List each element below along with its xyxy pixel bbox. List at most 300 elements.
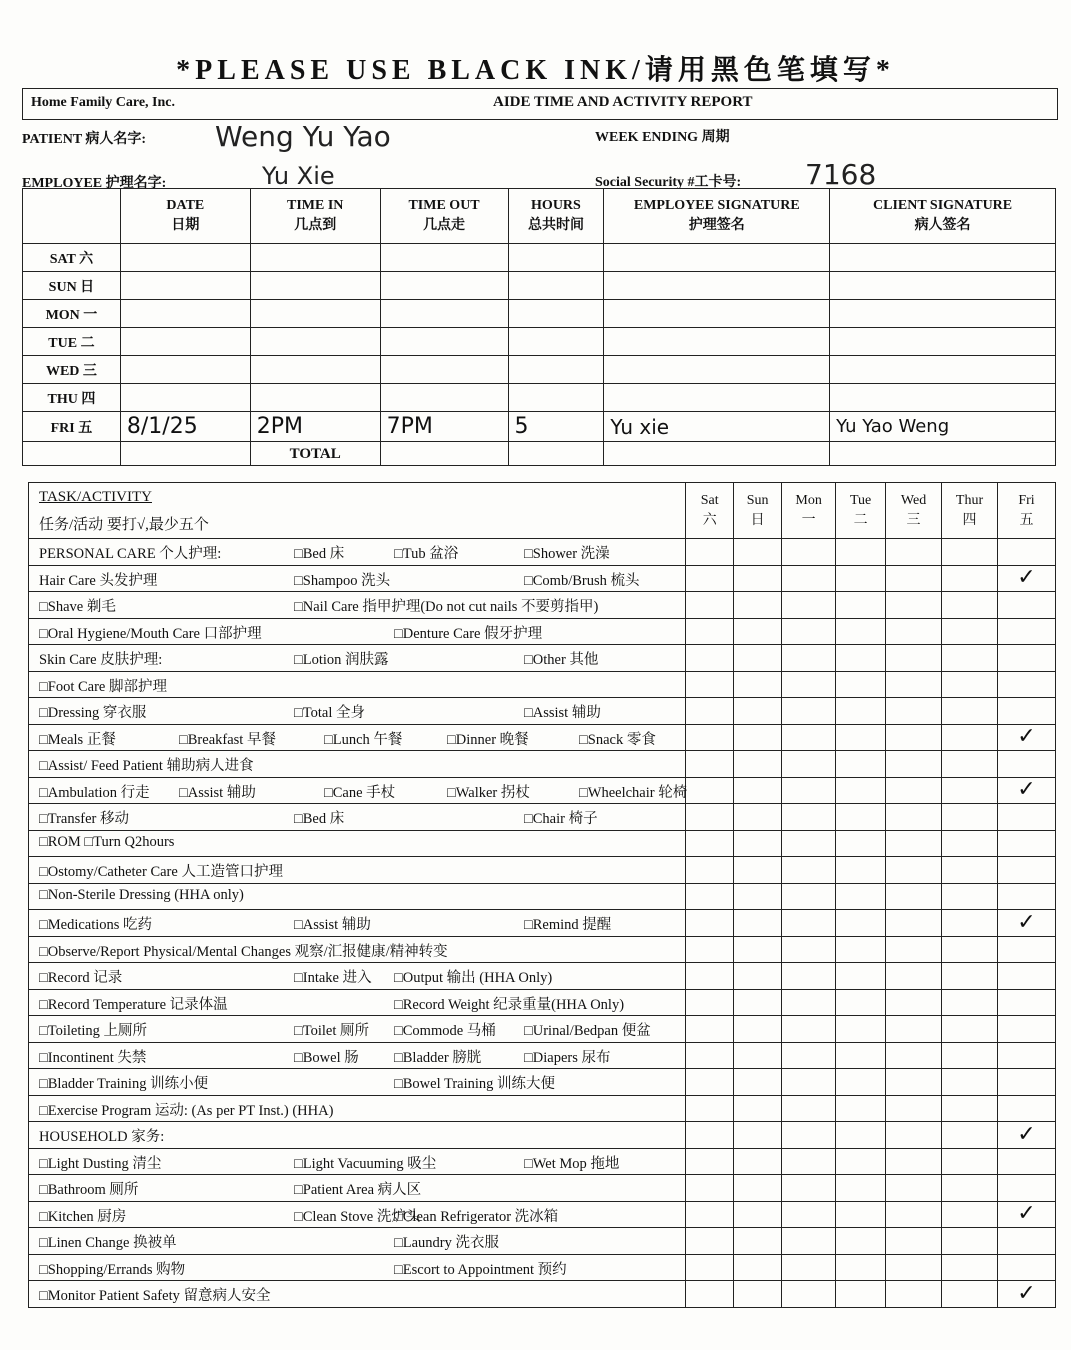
check-cell-wed[interactable] [886,1148,942,1175]
activity-label[interactable]: □Dressing 穿衣服 [39,705,147,721]
check-cell-sun[interactable] [734,698,782,725]
check-cell-sat[interactable] [686,751,734,778]
check-cell-sat[interactable] [686,910,734,937]
check-cell-thu[interactable] [942,1201,998,1228]
check-cell-wed[interactable] [886,830,942,857]
hours-cell[interactable] [508,244,604,272]
check-cell-tue[interactable] [836,1016,886,1043]
check-cell-fri[interactable] [997,830,1055,857]
check-cell-fri[interactable]: ✓ [997,1201,1055,1228]
activity-option[interactable]: □Output 输出 (HHA Only) [394,970,553,986]
activity-option[interactable]: □Escort to Appointment 预约 [394,1261,567,1278]
check-cell-wed[interactable] [886,1228,942,1255]
check-cell-mon[interactable] [782,1148,836,1175]
check-cell-tue[interactable] [836,1254,886,1281]
check-cell-fri[interactable] [997,963,1055,990]
activity-option[interactable]: □Wet Mop 拖地 [524,1155,620,1172]
employee-signature-cell[interactable] [604,300,830,328]
check-cell-sun[interactable] [734,1201,782,1228]
check-cell-thu[interactable] [942,777,998,804]
date-cell[interactable] [120,356,250,384]
check-cell-tue[interactable] [836,1095,886,1122]
check-cell-sun[interactable] [734,963,782,990]
check-cell-sun[interactable] [734,936,782,963]
time-out-cell[interactable]: 7PM [380,412,508,442]
check-cell-mon[interactable] [782,883,836,910]
check-cell-sun[interactable] [734,1175,782,1202]
client-signature-cell[interactable]: Yu Yao Weng [830,412,1056,442]
check-cell-wed[interactable] [886,645,942,672]
check-cell-sun[interactable] [734,1122,782,1149]
check-cell-tue[interactable] [836,698,886,725]
check-cell-fri[interactable] [997,1175,1055,1202]
activity-label[interactable]: □Light Dusting 清尘 [39,1155,162,1172]
activity-option[interactable]: □Lunch 午餐 [324,731,403,748]
check-cell-wed[interactable] [886,857,942,884]
check-cell-thu[interactable] [942,910,998,937]
activity-label[interactable]: □Non-Sterile Dressing (HHA only) [39,886,244,903]
activity-option[interactable]: □Bed 床 [294,811,345,827]
activity-label[interactable]: □Bathroom 厕所 [39,1182,139,1198]
check-cell-sat[interactable] [686,857,734,884]
check-cell-tue[interactable] [836,751,886,778]
check-cell-wed[interactable] [886,671,942,698]
check-cell-sat[interactable] [686,618,734,645]
check-cell-sun[interactable] [734,1281,782,1308]
check-cell-thu[interactable] [942,804,998,831]
hours-cell[interactable] [508,272,604,300]
check-cell-wed[interactable] [886,883,942,910]
check-cell-wed[interactable] [886,1201,942,1228]
check-cell-fri[interactable]: ✓ [997,910,1055,937]
check-cell-fri[interactable] [997,804,1055,831]
hours-cell[interactable] [508,356,604,384]
check-cell-mon[interactable] [782,1175,836,1202]
check-cell-sat[interactable] [686,698,734,725]
activity-option[interactable]: □Commode 马桶 [394,1023,496,1039]
check-cell-fri[interactable] [997,618,1055,645]
activity-label[interactable]: □Ostomy/Catheter Care 人工造管口护理 [39,864,283,880]
check-cell-fri[interactable]: ✓ [997,724,1055,751]
check-cell-thu[interactable] [942,539,998,566]
check-cell-sat[interactable] [686,989,734,1016]
activity-option[interactable]: □Tub 盆浴 [394,546,459,562]
activity-option[interactable]: □Chair 椅子 [524,811,598,827]
check-cell-wed[interactable] [886,698,942,725]
activity-option[interactable]: □Walker 拐杖 [447,784,530,801]
check-cell-wed[interactable] [886,592,942,619]
check-cell-tue[interactable] [836,857,886,884]
check-cell-sat[interactable] [686,1016,734,1043]
check-cell-tue[interactable] [836,645,886,672]
activity-option[interactable]: □Bed 床 [294,546,345,562]
employee-signature-cell[interactable] [604,328,830,356]
check-cell-sat[interactable] [686,1254,734,1281]
check-cell-sat[interactable] [686,1122,734,1149]
activity-option[interactable]: □Assist 辅助 [294,917,371,933]
time-in-cell[interactable] [250,328,380,356]
check-cell-sat[interactable] [686,1042,734,1069]
activity-label[interactable]: □Shave 剃毛 [39,599,116,615]
activity-label[interactable]: □Foot Care 脚部护理 [39,678,167,695]
activity-label[interactable]: □Record Temperature 记录体温 [39,996,228,1013]
check-cell-mon[interactable] [782,1122,836,1149]
check-cell-thu[interactable] [942,857,998,884]
activity-option[interactable]: □Bladder 膀胱 [394,1049,482,1066]
employee-signature-cell[interactable] [604,384,830,412]
ssn-value[interactable]: 7168 [805,158,877,191]
client-signature-cell[interactable] [830,300,1056,328]
check-cell-mon[interactable] [782,592,836,619]
check-cell-thu[interactable] [942,1175,998,1202]
client-signature-cell[interactable] [830,272,1056,300]
check-cell-thu[interactable] [942,1122,998,1149]
check-cell-tue[interactable] [836,1201,886,1228]
check-cell-tue[interactable] [836,618,886,645]
check-cell-wed[interactable] [886,910,942,937]
activity-label[interactable]: □ROM □Turn Q2hours [39,833,175,850]
date-cell[interactable] [120,300,250,328]
check-cell-sat[interactable] [686,1148,734,1175]
check-cell-fri[interactable]: ✓ [997,565,1055,592]
activity-option[interactable]: □Toilet 厕所 [294,1023,369,1039]
check-cell-fri[interactable] [997,698,1055,725]
employee-signature-cell[interactable] [604,272,830,300]
check-cell-sun[interactable] [734,989,782,1016]
hours-cell[interactable]: 5 [508,412,604,442]
check-cell-fri[interactable] [997,1095,1055,1122]
check-cell-sat[interactable] [686,1095,734,1122]
check-cell-mon[interactable] [782,1042,836,1069]
check-cell-fri[interactable]: ✓ [997,1122,1055,1149]
check-cell-mon[interactable] [782,777,836,804]
check-cell-fri[interactable] [997,751,1055,778]
check-cell-mon[interactable] [782,857,836,884]
check-cell-thu[interactable] [942,751,998,778]
activity-label[interactable]: □Meals 正餐 [39,731,116,748]
check-cell-thu[interactable] [942,936,998,963]
check-cell-thu[interactable] [942,724,998,751]
check-cell-thu[interactable] [942,963,998,990]
activity-option[interactable]: □Patient Area 病人区 [294,1182,422,1198]
check-cell-sun[interactable] [734,1095,782,1122]
check-cell-sun[interactable] [734,592,782,619]
patient-name[interactable]: Weng Yu Yao [215,120,391,153]
check-cell-sun[interactable] [734,751,782,778]
check-cell-mon[interactable] [782,910,836,937]
check-cell-fri[interactable] [997,671,1055,698]
check-cell-sat[interactable] [686,804,734,831]
check-cell-tue[interactable] [836,989,886,1016]
check-cell-fri[interactable] [997,936,1055,963]
activity-option[interactable]: □Assist 辅助 [524,705,601,721]
check-cell-sat[interactable] [686,1175,734,1202]
time-out-cell[interactable] [380,272,508,300]
check-cell-sun[interactable] [734,539,782,566]
check-cell-thu[interactable] [942,565,998,592]
check-cell-thu[interactable] [942,1095,998,1122]
check-cell-mon[interactable] [782,724,836,751]
activity-label[interactable]: □Oral Hygiene/Mouth Care 口部护理 [39,625,262,642]
check-cell-wed[interactable] [886,1254,942,1281]
activity-label[interactable]: □Shopping/Errands 购物 [39,1261,186,1278]
check-cell-wed[interactable] [886,1069,942,1096]
check-cell-sun[interactable] [734,910,782,937]
check-cell-thu[interactable] [942,592,998,619]
hours-cell[interactable] [508,328,604,356]
check-cell-tue[interactable] [836,1148,886,1175]
activity-option[interactable]: □Cane 手杖 [324,784,396,801]
activity-option[interactable]: □Bowel Training 训练大便 [394,1076,556,1092]
activity-option[interactable]: □Light Vacuuming 吸尘 [294,1155,437,1172]
activity-option[interactable]: □Dinner 晚餐 [447,731,529,748]
check-cell-mon[interactable] [782,804,836,831]
check-cell-tue[interactable] [836,910,886,937]
activity-option[interactable]: □Lotion 润肤露 [294,652,389,668]
check-cell-sat[interactable] [686,883,734,910]
check-cell-tue[interactable] [836,539,886,566]
check-cell-sat[interactable] [686,724,734,751]
time-in-cell[interactable]: 2PM [250,412,380,442]
check-cell-sat[interactable] [686,1281,734,1308]
activity-label[interactable]: □Bladder Training 训练小便 [39,1076,209,1092]
time-in-cell[interactable] [250,272,380,300]
time-out-cell[interactable] [380,244,508,272]
activity-option[interactable]: □Comb/Brush 梳头 [524,572,640,589]
check-cell-wed[interactable] [886,724,942,751]
check-cell-tue[interactable] [836,883,886,910]
check-cell-sun[interactable] [734,1148,782,1175]
check-cell-mon[interactable] [782,698,836,725]
check-cell-sun[interactable] [734,1069,782,1096]
activity-option[interactable]: □Intake 进入 [294,970,372,986]
check-cell-thu[interactable] [942,618,998,645]
check-cell-mon[interactable] [782,936,836,963]
check-cell-fri[interactable] [997,1042,1055,1069]
check-cell-thu[interactable] [942,698,998,725]
activity-label[interactable]: □Assist/ Feed Patient 辅助病人进食 [39,758,254,774]
check-cell-fri[interactable] [997,989,1055,1016]
check-cell-thu[interactable] [942,645,998,672]
check-cell-thu[interactable] [942,1016,998,1043]
activity-option[interactable]: □Remind 提醒 [524,917,612,933]
check-cell-tue[interactable] [836,724,886,751]
check-cell-fri[interactable] [997,1148,1055,1175]
check-cell-tue[interactable] [836,1175,886,1202]
activity-option[interactable]: □Clean Stove 洗炉头 [294,1208,421,1225]
check-cell-mon[interactable] [782,1016,836,1043]
check-cell-sat[interactable] [686,1069,734,1096]
check-cell-wed[interactable] [886,804,942,831]
check-cell-wed[interactable] [886,1281,942,1308]
check-cell-sun[interactable] [734,1228,782,1255]
employee-signature-cell[interactable]: Yu xie [604,412,830,442]
check-cell-sat[interactable] [686,963,734,990]
activity-option[interactable]: □Shower 洗澡 [524,546,610,562]
activity-option[interactable]: □Denture Care 假牙护理 [394,625,543,642]
date-cell[interactable] [120,244,250,272]
check-cell-fri[interactable] [997,1254,1055,1281]
check-cell-tue[interactable] [836,592,886,619]
check-cell-sat[interactable] [686,592,734,619]
check-cell-thu[interactable] [942,883,998,910]
client-signature-cell[interactable] [830,356,1056,384]
check-cell-sat[interactable] [686,830,734,857]
check-cell-sun[interactable] [734,830,782,857]
check-cell-sat[interactable] [686,936,734,963]
activity-option[interactable]: □Bowel 肠 [294,1049,359,1066]
activity-option[interactable]: □Breakfast 早餐 [179,731,276,748]
check-cell-sun[interactable] [734,645,782,672]
check-cell-wed[interactable] [886,777,942,804]
hours-cell[interactable] [508,300,604,328]
check-cell-fri[interactable] [997,539,1055,566]
activity-option[interactable]: □Nail Care 指甲护理(Do not cut nails 不要剪指甲) [294,599,599,615]
activity-label[interactable]: □Record 记录 [39,970,123,986]
check-cell-thu[interactable] [942,1254,998,1281]
check-cell-mon[interactable] [782,1201,836,1228]
check-cell-tue[interactable] [836,963,886,990]
activity-option[interactable]: □Wheelchair 轮椅 [579,784,688,801]
check-cell-fri[interactable] [997,592,1055,619]
check-cell-mon[interactable] [782,618,836,645]
check-cell-mon[interactable] [782,1069,836,1096]
check-cell-wed[interactable] [886,1042,942,1069]
activity-option[interactable]: □Clean Refrigerator 洗冰箱 [394,1208,559,1225]
check-cell-sun[interactable] [734,1254,782,1281]
check-cell-thu[interactable] [942,1069,998,1096]
check-cell-sun[interactable] [734,671,782,698]
check-cell-sun[interactable] [734,618,782,645]
check-cell-wed[interactable] [886,539,942,566]
check-cell-sat[interactable] [686,777,734,804]
activity-label[interactable]: □Observe/Report Physical/Mental Changes 观察/汇报健康/精神转变 [39,943,448,960]
activity-option[interactable]: □Other 其他 [524,652,599,668]
check-cell-tue[interactable] [836,1228,886,1255]
check-cell-thu[interactable] [942,989,998,1016]
check-cell-mon[interactable] [782,1228,836,1255]
check-cell-tue[interactable] [836,1069,886,1096]
check-cell-mon[interactable] [782,989,836,1016]
check-cell-wed[interactable] [886,1095,942,1122]
check-cell-tue[interactable] [836,1042,886,1069]
check-cell-tue[interactable] [836,830,886,857]
activity-option[interactable]: □Diapers 尿布 [524,1049,611,1066]
check-cell-tue[interactable] [836,936,886,963]
activity-label[interactable]: □Toileting 上厕所 [39,1023,148,1039]
check-cell-sun[interactable] [734,724,782,751]
check-cell-mon[interactable] [782,751,836,778]
check-cell-sun[interactable] [734,883,782,910]
check-cell-wed[interactable] [886,618,942,645]
check-cell-sat[interactable] [686,565,734,592]
check-cell-sun[interactable] [734,565,782,592]
check-cell-sat[interactable] [686,671,734,698]
activity-label[interactable]: □Incontinent 失禁 [39,1049,147,1066]
activity-label[interactable]: □Kitchen 厨房 [39,1208,127,1225]
time-out-cell[interactable] [380,384,508,412]
check-cell-mon[interactable] [782,645,836,672]
activity-option[interactable]: □Shampoo 洗头 [294,572,391,589]
time-in-cell[interactable] [250,244,380,272]
check-cell-wed[interactable] [886,565,942,592]
activity-option[interactable]: □Total 全身 [294,705,365,721]
date-cell[interactable] [120,272,250,300]
check-cell-sun[interactable] [734,857,782,884]
check-cell-mon[interactable] [782,1254,836,1281]
check-cell-tue[interactable] [836,1281,886,1308]
check-cell-mon[interactable] [782,565,836,592]
check-cell-wed[interactable] [886,751,942,778]
check-cell-wed[interactable] [886,1175,942,1202]
check-cell-wed[interactable] [886,1122,942,1149]
check-cell-thu[interactable] [942,671,998,698]
activity-label[interactable]: □Transfer 移动 [39,811,129,827]
check-cell-thu[interactable] [942,1228,998,1255]
check-cell-thu[interactable] [942,830,998,857]
check-cell-tue[interactable] [836,565,886,592]
check-cell-fri[interactable]: ✓ [997,1281,1055,1308]
hours-cell[interactable] [508,384,604,412]
employee-name[interactable]: Yu Xie [262,162,335,190]
check-cell-sun[interactable] [734,777,782,804]
check-cell-sun[interactable] [734,1042,782,1069]
total-hours-cell[interactable] [508,442,604,466]
activity-label[interactable]: □Linen Change 换被单 [39,1235,177,1251]
check-cell-fri[interactable] [997,857,1055,884]
time-out-cell[interactable] [380,328,508,356]
date-cell[interactable] [120,328,250,356]
check-cell-sat[interactable] [686,1201,734,1228]
check-cell-mon[interactable] [782,830,836,857]
client-signature-cell[interactable] [830,384,1056,412]
check-cell-tue[interactable] [836,1122,886,1149]
employee-signature-cell[interactable] [604,244,830,272]
activity-label[interactable]: □Monitor Patient Safety 留意病人安全 [39,1288,271,1304]
check-cell-sat[interactable] [686,645,734,672]
check-cell-sat[interactable] [686,539,734,566]
activity-label[interactable]: □Exercise Program 运动: (As per PT Inst.) (HHA) [39,1102,334,1119]
activity-label[interactable]: □Medications 吃药 [39,917,153,933]
check-cell-mon[interactable] [782,671,836,698]
client-signature-cell[interactable] [830,244,1056,272]
check-cell-mon[interactable] [782,1095,836,1122]
check-cell-mon[interactable] [782,539,836,566]
check-cell-wed[interactable] [886,989,942,1016]
check-cell-sun[interactable] [734,1016,782,1043]
activity-label[interactable]: □Ambulation 行走 [39,784,150,801]
check-cell-fri[interactable]: ✓ [997,777,1055,804]
check-cell-fri[interactable] [997,645,1055,672]
time-out-cell[interactable] [380,356,508,384]
check-cell-fri[interactable] [997,1228,1055,1255]
client-signature-cell[interactable] [830,328,1056,356]
check-cell-tue[interactable] [836,804,886,831]
check-cell-tue[interactable] [836,777,886,804]
check-cell-wed[interactable] [886,936,942,963]
activity-option[interactable]: □Laundry 洗衣服 [394,1235,500,1251]
check-cell-wed[interactable] [886,1016,942,1043]
activity-option[interactable]: □Assist 辅助 [179,784,256,801]
check-cell-thu[interactable] [942,1148,998,1175]
check-cell-tue[interactable] [836,671,886,698]
check-cell-fri[interactable] [997,883,1055,910]
check-cell-wed[interactable] [886,963,942,990]
time-in-cell[interactable] [250,300,380,328]
date-cell[interactable] [120,384,250,412]
check-cell-sun[interactable] [734,804,782,831]
check-cell-thu[interactable] [942,1281,998,1308]
